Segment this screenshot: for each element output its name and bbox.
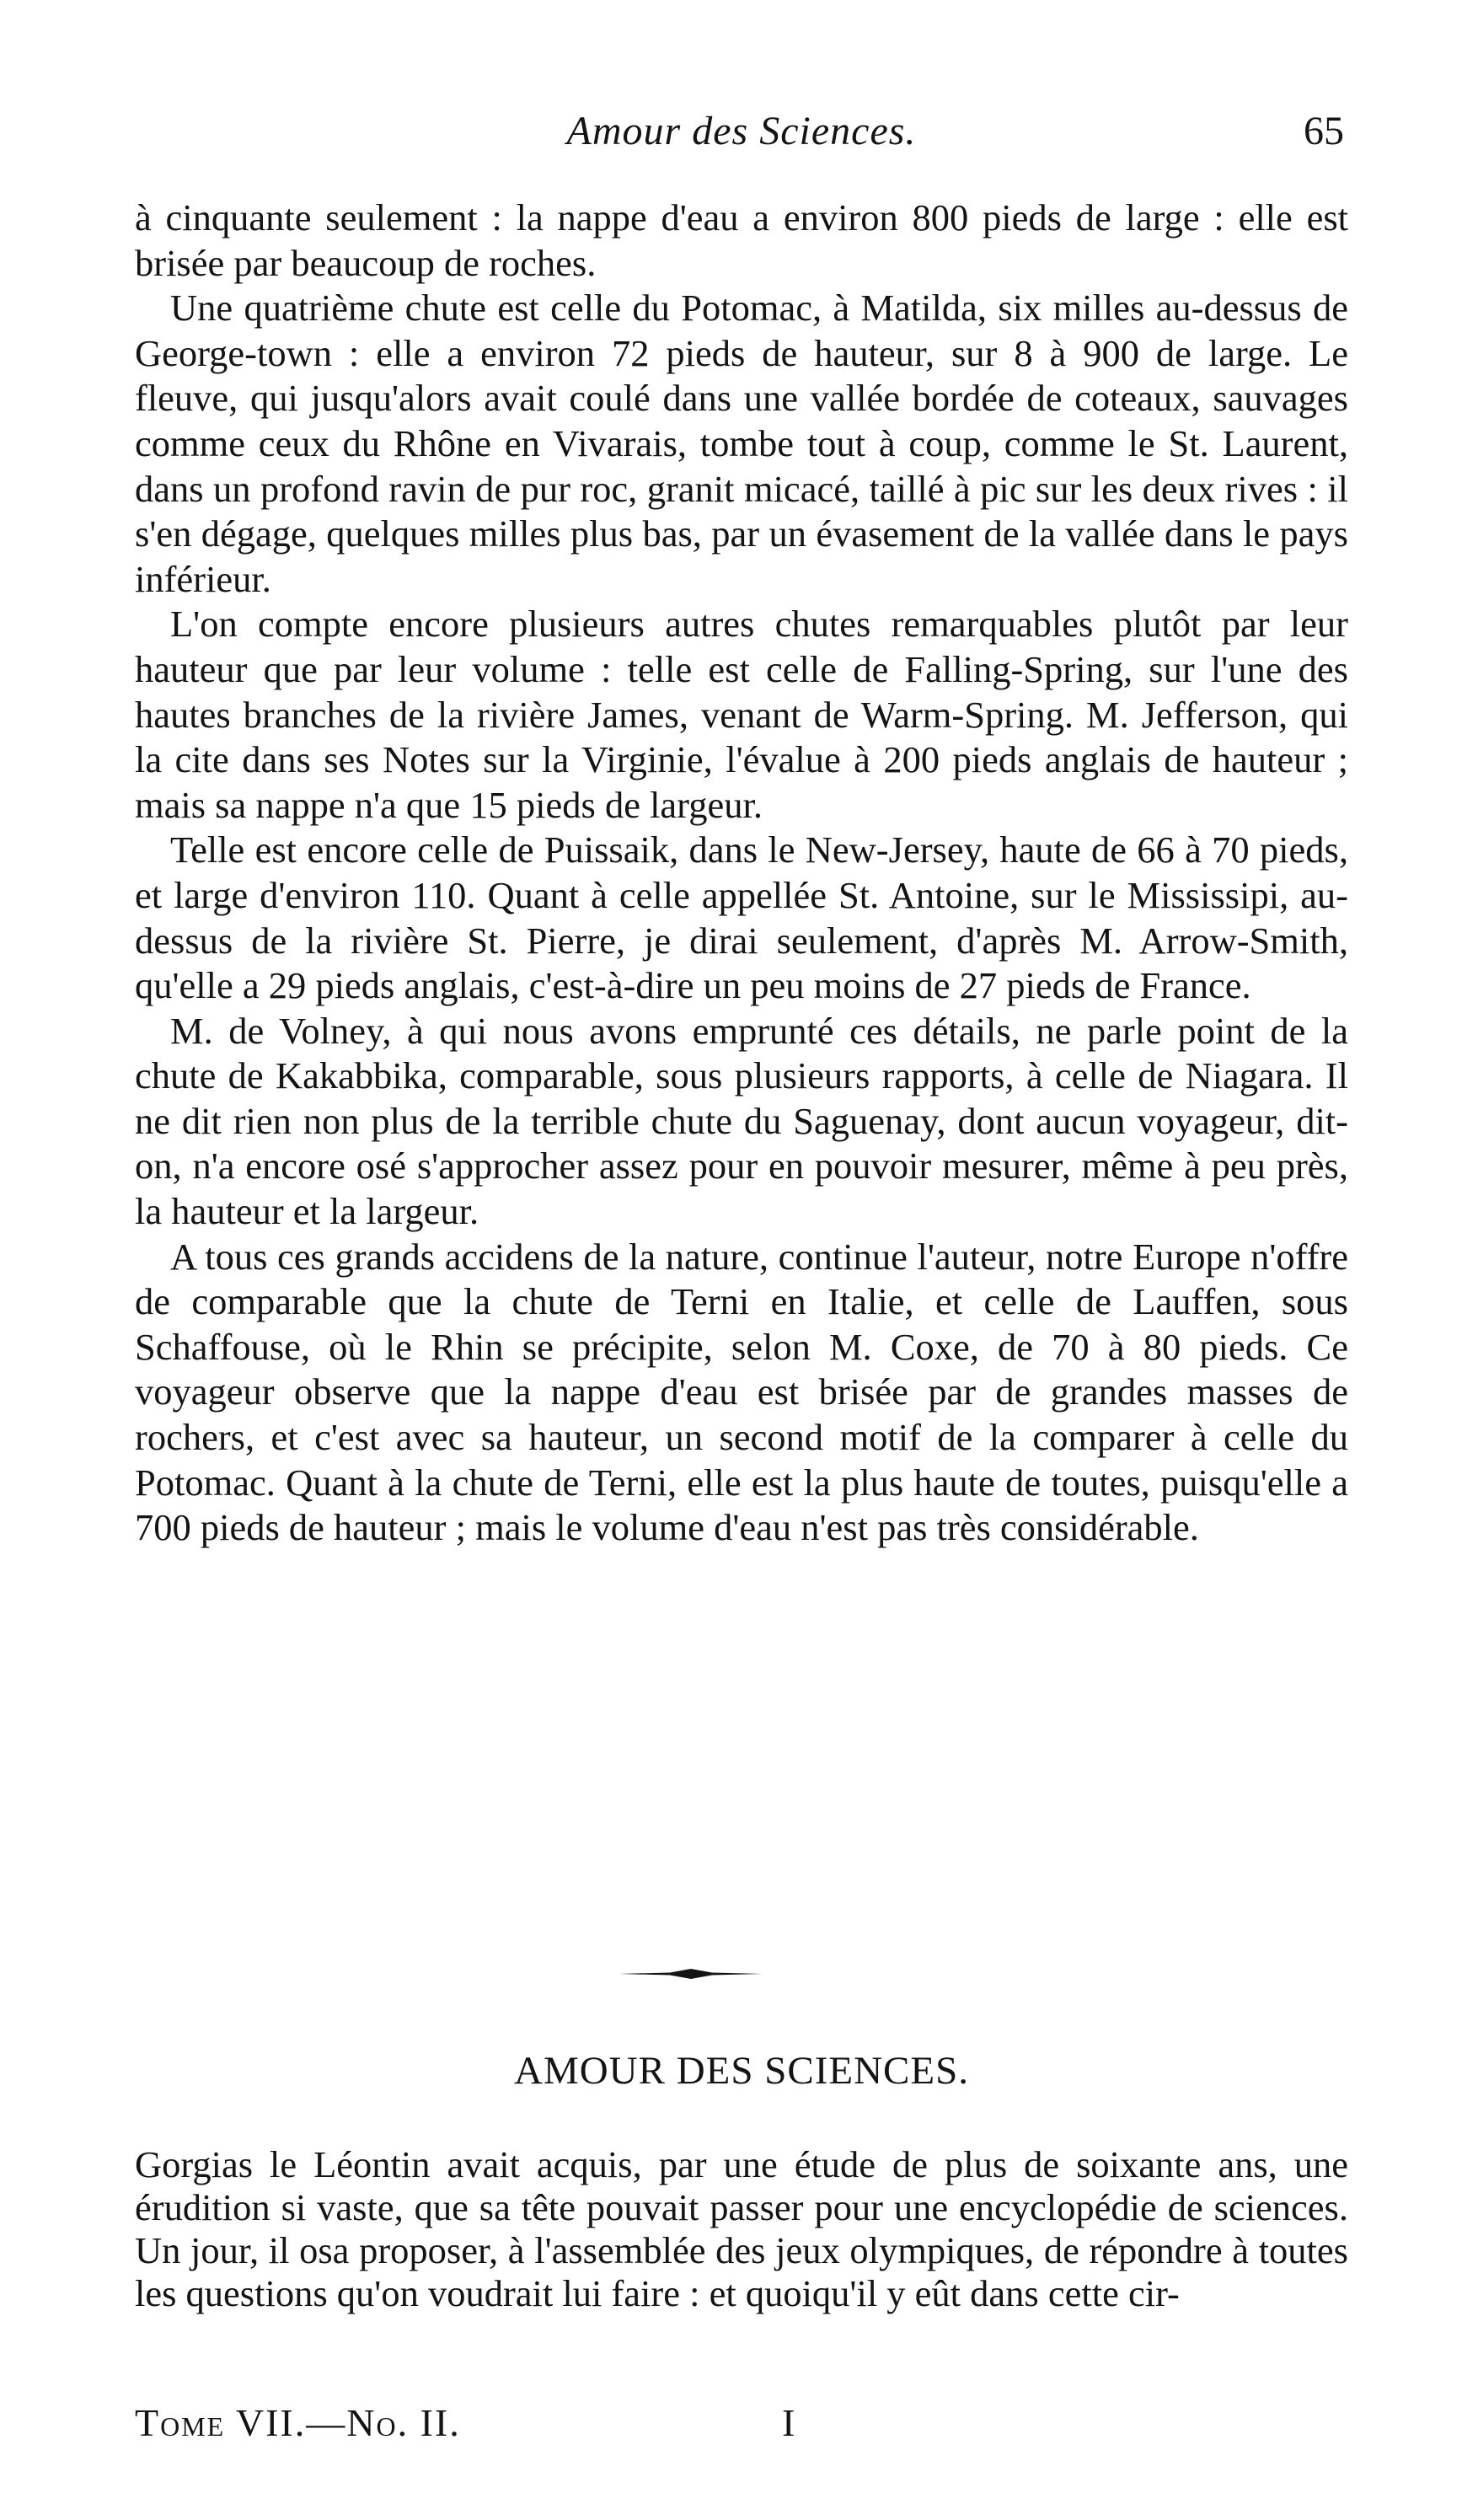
section-divider-ornament — [619, 1967, 763, 1981]
section-2-text — [135, 2143, 1348, 2315]
section-title: AMOUR DES SCIENCES. — [514, 2049, 969, 2093]
paragraph: Gorgias le Léontin avait acquis, par une étude de plus de soixante ans, une érudition si vaste, que sa tête pouvait passer pour une encyclopédie de sciences. Un jour, il osa proposer, à l'assemblée des jeux olympiques, de répondre à toutes les questions qu'on voudrait lui faire : et quoiqu'il y eût dans cette cir- — [135, 2143, 1348, 2314]
page-footer — [135, 2400, 1348, 2448]
volume-signature: Tome VII.—No. II. — [135, 2401, 461, 2444]
paragraph: à cinquante seulement : la nappe d'eau a environ 800 pieds de large : elle est brisée par beaucoup de roches. — [135, 196, 1348, 284]
running-head — [135, 108, 1348, 158]
page-number: 65 — [1304, 109, 1344, 153]
printer-signature-mark: I — [782, 2401, 795, 2444]
paragraph: M. de Volney, à qui nous avons emprunté ces détails, ne parle point de la chute de Kakabbika, comparable, sous plusieurs rapports, à celle de Niagara. Il ne dit rien non plus de la terrible chute du Saguenay, dont aucun voyageur, dit-on, n'a encore osé s'approcher assez pour en pouvoir mesurer, même à peu près, la hauteur et la largeur. — [135, 1009, 1348, 1233]
paragraph: A tous ces grands accidens de la nature, continue l'auteur, notre Europe n'offre de comparable que la chute de Terni en Italie, et celle de Lauffen, sous Schaffouse, où le Rhin se précipite, selon M. Coxe, de 70 à 80 pieds. Ce voyageur observe que la nappe d'eau est brisée par de grandes masses de rochers, et c'est avec sa hauteur, un second motif de la comparer à celle du Potomac. Quant à la chute de Terni, elle est la plus haute de toutes, puisqu'elle a 700 pieds de hauteur ; mais le volume d'eau n'est pas très considérable. — [135, 1235, 1348, 1549]
running-title: Amour des Sciences. — [566, 109, 917, 153]
section-1-text — [135, 196, 1348, 1551]
paragraph: L'on compte encore plusieurs autres chutes remarquables plutôt par leur hauteur que par leur volume : telle est celle de Falling-Spring, sur l'une des hautes branches de la rivière James, venant de Warm-Spring. M. Jefferson, qui la cite dans ses Notes sur la Virginie, l'évalue à 200 pieds anglais de hauteur ; mais sa nappe n'a que 15 pieds de largeur. — [135, 603, 1348, 826]
paragraph: Telle est encore celle de Puissaik, dans le New-Jersey, haute de 66 à 70 pieds, et large d'environ 110. Quant à celle appellée St. Antoine, sur le Mississipi, au-dessus de la rivière St. Pierre, je dirai seulement, d'après M. Arrow-Smith, qu'elle a 29 pieds anglais, c'est-à-dire un peu moins de 27 pieds de France. — [135, 828, 1348, 1007]
paragraph: Une quatrième chute est celle du Potomac, à Matilda, six milles au-dessus de George-town : elle a environ 72 pieds de hauteur, sur 8 à 900 de large. Le fleuve, qui jusqu'alors avait coulé dans une vallée bordée de coteaux, sauvages comme ceux du Rhône en Vivarais, tombe tout à coup, comme le St. Laurent, dans un profond ravin de pur roc, granit micacé, taillé à pic sur les deux rives : il s'en dégage, quelques milles plus bas, par un évasement de la vallée dans le pays inférieur. — [135, 287, 1348, 600]
